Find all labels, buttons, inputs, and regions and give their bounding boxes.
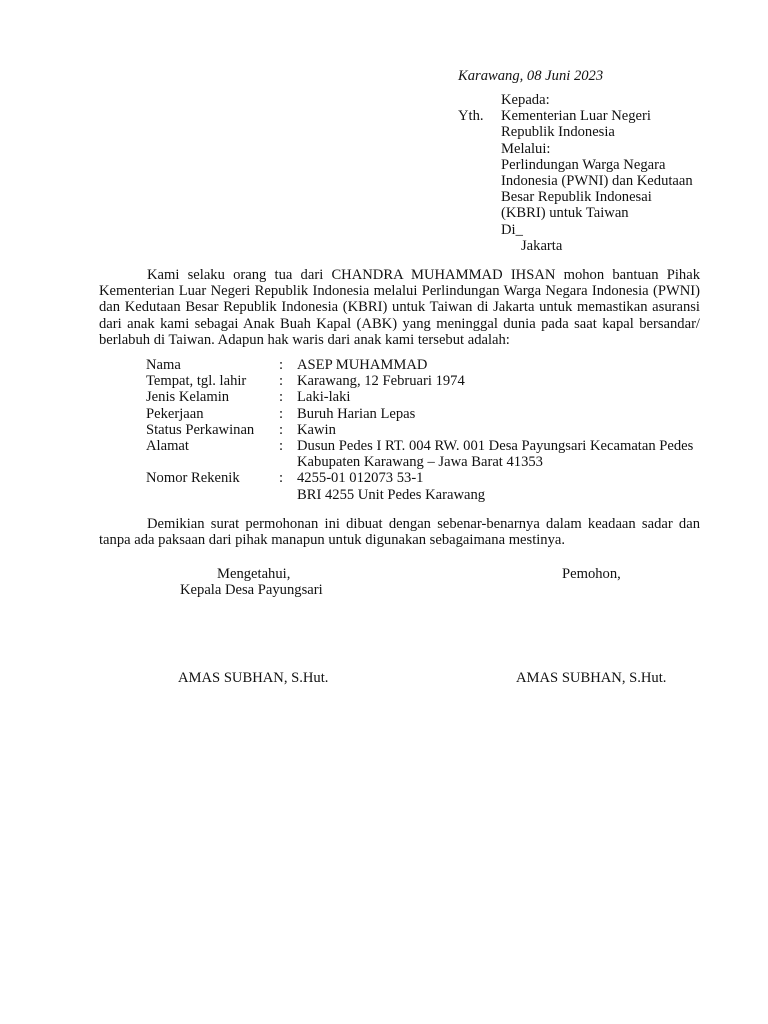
signature-right-title: Pemohon, xyxy=(562,566,621,582)
signature-left-title: Mengetahui, xyxy=(217,566,291,582)
heir-row-occupation xyxy=(146,406,706,422)
field-value: Buruh Harian Lepas xyxy=(297,405,416,422)
heir-row-address xyxy=(146,438,706,470)
field-colon: : xyxy=(279,421,284,438)
recipient-line: Perlindungan Warga Negara xyxy=(501,156,666,173)
recipient-line: Melalui: xyxy=(501,140,551,157)
address-line-2: Kabupaten Karawang – Jawa Barat 41353 xyxy=(297,454,543,471)
signature-left-role: Kepala Desa Payungsari xyxy=(180,582,323,598)
heir-row-account-number xyxy=(146,470,706,502)
bank-branch: BRI 4255 Unit Pedes Karawang xyxy=(297,486,486,503)
heir-row-gender xyxy=(146,389,706,405)
body-paragraph-closing: Demikian surat permohonan ini dibuat dengan sebenar-benarnya dalam keadaan sadar dan tanpa ada paksaan dari pihak manapun untuk digunakan sebagaimana mestinya. xyxy=(99,516,700,549)
recipient-line: Kementerian Luar Negeri xyxy=(501,108,651,125)
field-label: Nomor Rekenik xyxy=(146,470,240,487)
heir-row-birth xyxy=(146,373,706,389)
letter-date: Karawang, 08 Juni 2023 xyxy=(458,68,604,84)
field-label: Tempat, tgl. lahir xyxy=(146,373,247,390)
field-value: Laki-laki xyxy=(297,389,351,406)
salutation-yth: Yth. xyxy=(458,108,484,124)
field-label: Pekerjaan xyxy=(146,405,204,422)
field-value: Kawin xyxy=(297,421,336,438)
field-value: Karawang, 12 Februari 1974 xyxy=(297,373,465,390)
field-label: Nama xyxy=(146,357,181,373)
signature-left-name: AMAS SUBHAN, S.Hut. xyxy=(178,670,329,686)
recipient-line: Di_ xyxy=(501,221,523,238)
field-colon: : xyxy=(279,389,284,406)
field-label: Status Perkawinan xyxy=(146,421,255,438)
heir-row-name xyxy=(146,357,706,373)
recipient-line: Kepada: xyxy=(501,92,550,108)
field-colon: : xyxy=(279,438,284,455)
recipient-block xyxy=(501,92,731,254)
recipient-line: Indonesia (PWNI) dan Kedutaan xyxy=(501,173,693,190)
address-line-1: Dusun Pedes I RT. 004 RW. 001 Desa Payungsari Kecamatan Pedes xyxy=(297,438,694,455)
heir-row-marital-status xyxy=(146,422,706,438)
signature-right-name: AMAS SUBHAN, S.Hut. xyxy=(516,670,667,686)
field-label: Alamat xyxy=(146,438,189,455)
recipient-line: (KBRI) untuk Taiwan xyxy=(501,205,629,222)
account-number: 4255-01 012073 53-1 xyxy=(297,470,424,487)
field-value xyxy=(297,438,706,470)
field-value xyxy=(297,470,706,502)
field-colon: : xyxy=(279,357,284,373)
field-label: Jenis Kelamin xyxy=(146,389,230,406)
field-colon: : xyxy=(279,373,284,390)
heir-details xyxy=(146,357,706,503)
recipient-line: Republik Indonesia xyxy=(501,124,615,141)
recipient-line: Besar Republik Indonesai xyxy=(501,189,652,206)
body-paragraph-request: Kami selaku orang tua dari CHANDRA MUHAMMAD IHSAN mohon bantuan Pihak Kementerian Luar Negeri Republik Indonesia melalui Perlindungan Warga Negara Indonesia (PWNI) dan Kedutaan Besar Republik Indonesia (KBRI) untuk Taiwan di Jakarta untuk memastikan asuransi dari anak kami sebagai Anak Buah Kapal (ABK) yang meninggal dunia pada saat kapal bersandar/ berlabuh di Taiwan. Adapun hak waris dari anak kami tersebut adalah: xyxy=(99,267,700,348)
field-value: ASEP MUHAMMAD xyxy=(297,357,428,373)
recipient-city: Jakarta xyxy=(521,237,563,254)
field-colon: : xyxy=(279,405,284,422)
field-colon: : xyxy=(279,470,284,487)
